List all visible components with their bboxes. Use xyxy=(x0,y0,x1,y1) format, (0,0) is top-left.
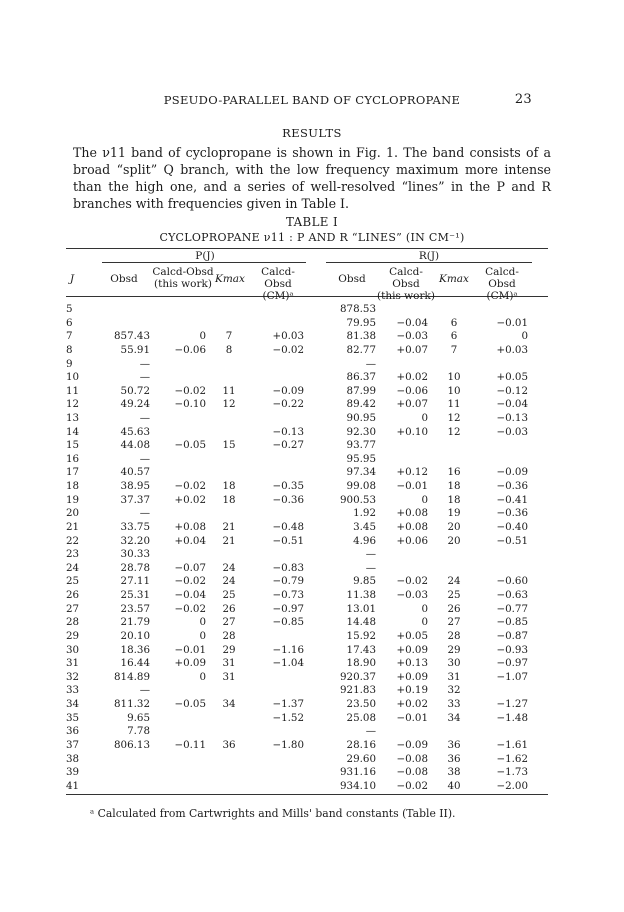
cell-r-calc: +0.09 xyxy=(396,670,428,683)
col-header-p-calc xyxy=(152,266,214,290)
cell-p-obsd: 7.78 xyxy=(127,725,150,738)
cell-r-obsd: 18.90 xyxy=(346,657,376,670)
cell-r-obsd: — xyxy=(365,548,376,561)
cell-p-calc: −0.05 xyxy=(174,698,206,710)
cell-r-calc: +0.13 xyxy=(396,657,428,670)
col-header-r-calc xyxy=(376,266,436,302)
cell-p-obsd: 55.91 xyxy=(120,343,150,356)
cell-p-calc: −0.02 xyxy=(174,480,206,493)
cell-p-obsd: 37.37 xyxy=(120,493,150,506)
cell-r-obsd: — xyxy=(365,357,376,370)
cell-r-obsd: — xyxy=(365,561,376,574)
cell-p-calc: −0.06 xyxy=(174,343,206,356)
cell-r-kmax: 29 xyxy=(447,643,461,656)
table-footnote: ᵃ Calculated from Cartwrights and Mills' band constants (Table II). xyxy=(90,807,456,820)
cell-j: 38 xyxy=(66,752,80,765)
cell-r-cm: −0.63 xyxy=(496,589,528,601)
table-caption: CYCLOPROPANE ν11 : P AND R “LINES” (IN CM⁻¹) xyxy=(159,231,465,244)
cell-p-kmax: 21 xyxy=(222,534,236,547)
cell-r-obsd: 9.85 xyxy=(353,575,376,588)
cell-j: 7 xyxy=(66,330,73,343)
cell-p-kmax: 26 xyxy=(222,602,236,615)
cell-j: 30 xyxy=(66,643,80,656)
cell-r-obsd: 4.96 xyxy=(353,534,376,547)
cell-p-cm: −0.13 xyxy=(272,425,304,438)
cell-p-obsd: — xyxy=(139,452,150,465)
cell-p-cm: −1.37 xyxy=(272,698,304,710)
cell-r-obsd: 79.95 xyxy=(346,316,376,329)
cell-p-obsd: 9.65 xyxy=(127,711,150,724)
cell-r-calc: +0.10 xyxy=(396,425,428,438)
cell-p-cm: −1.80 xyxy=(272,738,304,751)
cell-r-cm: −0.36 xyxy=(496,507,528,520)
cell-p-cm: −0.22 xyxy=(272,398,304,411)
cell-r-obsd: 878.53 xyxy=(339,303,376,315)
cell-r-kmax: 40 xyxy=(447,779,461,792)
col-header-p-cm-line2: (CM)ᵃ xyxy=(262,290,294,302)
cell-r-kmax: 6 xyxy=(450,316,458,329)
cell-j: 8 xyxy=(66,343,73,356)
cell-p-kmax: 31 xyxy=(222,670,236,683)
cell-r-kmax: 28 xyxy=(447,629,461,642)
cell-r-obsd: 14.48 xyxy=(346,616,376,629)
col-header-r-cm xyxy=(472,266,532,302)
cell-p-kmax: 21 xyxy=(222,520,236,533)
cell-r-calc: 0 xyxy=(421,616,428,629)
cell-r-obsd: 82.77 xyxy=(346,343,376,356)
cell-r-obsd: 99.08 xyxy=(346,480,376,493)
cell-r-cm: −0.09 xyxy=(496,466,528,479)
cell-j: 17 xyxy=(66,466,80,479)
cell-r-kmax: 11 xyxy=(447,398,461,411)
cell-p-obsd: — xyxy=(139,684,150,697)
table-bottom-rule xyxy=(66,794,548,795)
cell-p-obsd: 814.89 xyxy=(113,670,150,683)
col-header-r-cm-line2: (CM)ᵃ xyxy=(486,290,518,302)
cell-p-calc: −0.02 xyxy=(174,575,206,588)
cell-r-calc: −0.02 xyxy=(396,575,428,588)
section-heading: RESULTS xyxy=(282,126,342,140)
cell-r-kmax: 20 xyxy=(447,520,461,533)
col-header-r-cm-line1: Calcd-Obsd xyxy=(485,266,519,290)
cell-p-obsd: 27.11 xyxy=(120,575,150,588)
cell-p-cm: −0.36 xyxy=(272,493,304,506)
cell-p-calc: −0.05 xyxy=(174,439,206,452)
cell-j: 37 xyxy=(66,738,80,751)
cell-p-cm: −0.83 xyxy=(272,561,304,574)
cell-r-cm: −1.61 xyxy=(496,738,528,751)
cell-r-kmax: 10 xyxy=(447,371,461,384)
cell-r-obsd: 25.08 xyxy=(346,711,376,724)
cell-p-obsd: 33.75 xyxy=(120,520,150,533)
cell-p-calc: −0.01 xyxy=(174,643,206,656)
cell-p-kmax: 29 xyxy=(222,643,236,656)
cell-p-obsd: 806.13 xyxy=(113,738,150,751)
cell-p-calc: +0.02 xyxy=(174,493,206,506)
cell-r-cm: −0.40 xyxy=(496,520,528,533)
cell-j: 12 xyxy=(66,398,80,411)
cell-r-obsd: 920.37 xyxy=(339,670,376,683)
cell-p-kmax: 27 xyxy=(222,616,236,629)
cell-p-kmax: 28 xyxy=(222,629,236,642)
cell-j: 36 xyxy=(66,725,80,738)
cell-j: 16 xyxy=(66,452,80,465)
cell-r-cm: −1.73 xyxy=(496,766,528,779)
cell-p-cm: −0.85 xyxy=(272,616,304,629)
cell-p-cm: −0.27 xyxy=(272,439,304,452)
cell-p-kmax: 24 xyxy=(222,561,236,574)
cell-r-obsd: 95.95 xyxy=(346,452,376,465)
col-header-p-calc-line1: Calcd-Obsd xyxy=(152,266,214,278)
cell-p-kmax: 25 xyxy=(222,589,236,601)
cell-p-calc: −0.02 xyxy=(174,384,206,397)
cell-p-cm: −1.16 xyxy=(272,643,304,656)
cell-j: 10 xyxy=(66,371,80,384)
cell-r-kmax: 12 xyxy=(447,425,461,438)
cell-p-calc: +0.04 xyxy=(174,534,206,547)
cell-j: 27 xyxy=(66,602,80,615)
cell-r-obsd: 90.95 xyxy=(346,412,376,424)
cell-r-cm: −0.03 xyxy=(496,425,528,438)
cell-p-cm: −0.35 xyxy=(272,480,304,493)
cell-r-obsd: 29.60 xyxy=(346,752,376,765)
cell-p-kmax: 31 xyxy=(222,657,236,670)
cell-j: 21 xyxy=(66,520,80,533)
cell-r-calc: +0.19 xyxy=(396,684,428,697)
cell-p-kmax: 18 xyxy=(222,480,236,493)
intro-paragraph: The ν11 band of cyclopropane is shown in Fig. 1. The band consists of a broad “split” Q branch, with the low frequency maximum more intense than the high one, and a series of well-resolved “lines” in the P and R branches with frequencies given in Table I. xyxy=(73,145,551,211)
cell-r-cm: +0.05 xyxy=(496,371,528,384)
cell-r-cm: −1.48 xyxy=(496,711,528,724)
cell-r-obsd: 23.50 xyxy=(346,698,376,710)
cell-j: 29 xyxy=(66,629,80,642)
cell-r-obsd: 28.16 xyxy=(346,738,376,751)
cell-j: 19 xyxy=(66,493,80,506)
r-group-header: R(J) xyxy=(418,250,440,262)
cell-p-kmax: 18 xyxy=(222,493,236,506)
cell-r-calc: −0.08 xyxy=(396,752,428,765)
cell-r-kmax: 26 xyxy=(447,602,461,615)
cell-r-calc: −0.09 xyxy=(396,738,428,751)
cell-j: 20 xyxy=(66,507,80,520)
cell-r-calc: −0.01 xyxy=(396,480,428,493)
col-header-j: J xyxy=(69,273,75,285)
cell-r-kmax: 7 xyxy=(450,343,458,356)
col-header-r-kmax: Kmax xyxy=(439,273,469,285)
cell-j: 23 xyxy=(66,548,80,561)
cell-j: 13 xyxy=(66,412,80,424)
cell-p-calc: −0.07 xyxy=(174,561,206,574)
cell-p-obsd: 857.43 xyxy=(113,330,150,343)
cell-p-obsd: 32.20 xyxy=(120,534,150,547)
cell-r-kmax: 36 xyxy=(447,738,461,751)
cell-p-kmax: 12 xyxy=(222,398,236,411)
cell-j: 22 xyxy=(66,534,80,547)
cell-p-obsd: 16.44 xyxy=(120,657,150,670)
cell-p-calc: −0.02 xyxy=(174,602,206,615)
cell-j: 25 xyxy=(66,575,80,588)
cell-j: 35 xyxy=(66,711,80,724)
cell-p-obsd: 20.10 xyxy=(120,629,150,642)
table-top-rule xyxy=(66,248,548,249)
col-header-p-cm-line1: Calcd-Obsd xyxy=(261,266,295,290)
cell-p-cm: −0.73 xyxy=(272,589,304,601)
cell-p-cm: −0.51 xyxy=(272,534,304,547)
cell-j: 5 xyxy=(66,303,73,315)
cell-r-calc: −0.06 xyxy=(396,384,428,397)
cell-p-cm: −0.79 xyxy=(272,575,304,588)
cell-r-kmax: 32 xyxy=(447,684,461,697)
cell-r-kmax: 31 xyxy=(447,670,461,683)
cell-p-obsd: 30.33 xyxy=(120,548,150,561)
cell-r-calc: +0.09 xyxy=(396,643,428,656)
cell-r-kmax: 27 xyxy=(447,616,461,629)
col-header-r-calc-line2: (this work) xyxy=(377,290,435,302)
cell-r-obsd: 87.99 xyxy=(346,384,376,397)
cell-p-cm: −1.04 xyxy=(272,657,304,670)
cell-p-kmax: 11 xyxy=(222,384,236,397)
col-header-p-calc-line2: (this work) xyxy=(154,278,212,290)
cell-r-kmax: 6 xyxy=(450,330,458,343)
cell-p-calc: −0.04 xyxy=(174,589,206,601)
cell-r-cm: −0.13 xyxy=(496,412,528,424)
cell-r-cm: +0.03 xyxy=(496,343,528,356)
cell-j: 41 xyxy=(66,779,80,792)
cell-j: 31 xyxy=(66,657,80,670)
cell-r-obsd: 1.92 xyxy=(353,507,376,520)
cell-r-obsd: — xyxy=(365,725,376,738)
cell-r-cm: −0.12 xyxy=(496,384,528,397)
cell-p-cm: +0.03 xyxy=(272,330,304,343)
cell-r-calc: −0.04 xyxy=(396,316,428,329)
cell-r-kmax: 16 xyxy=(447,466,461,479)
cell-r-calc: −0.01 xyxy=(396,711,428,724)
cell-j: 39 xyxy=(66,766,80,779)
cell-j: 11 xyxy=(66,384,80,397)
cell-r-cm: −0.01 xyxy=(496,316,528,329)
cell-r-calc: +0.12 xyxy=(396,466,428,479)
cell-r-obsd: 81.38 xyxy=(346,330,376,343)
cell-j: 9 xyxy=(66,357,73,370)
cell-p-calc: 0 xyxy=(199,629,206,642)
cell-r-cm: −0.41 xyxy=(496,493,528,506)
cell-p-obsd: 45.63 xyxy=(120,425,150,438)
cell-r-cm: −0.77 xyxy=(496,602,528,615)
cell-j: 34 xyxy=(66,698,80,710)
col-header-r-calc-line1: Calcd-Obsd xyxy=(389,266,423,290)
cell-p-obsd: — xyxy=(139,412,150,424)
cell-p-calc: +0.08 xyxy=(174,520,206,533)
cell-r-obsd: 921.83 xyxy=(339,684,376,697)
p-group-rule xyxy=(102,262,306,263)
cell-p-obsd: 40.57 xyxy=(120,466,150,479)
cell-r-cm: 0 xyxy=(521,330,528,343)
cell-j: 15 xyxy=(66,439,80,452)
cell-r-calc: −0.03 xyxy=(396,589,428,601)
cell-r-obsd: 13.01 xyxy=(346,602,376,615)
cell-r-kmax: 20 xyxy=(447,534,461,547)
cell-r-kmax: 30 xyxy=(447,657,461,670)
cell-r-cm: −0.36 xyxy=(496,480,528,493)
table-title: TABLE I xyxy=(285,215,339,229)
cell-p-obsd: 21.79 xyxy=(120,616,150,629)
cell-p-calc: 0 xyxy=(199,330,206,343)
cell-r-calc: 0 xyxy=(421,493,428,506)
cell-p-obsd: 23.57 xyxy=(120,602,150,615)
cell-r-calc: +0.02 xyxy=(396,698,428,710)
cell-p-calc: −0.10 xyxy=(174,398,206,411)
cell-p-calc: 0 xyxy=(199,670,206,683)
cell-p-obsd: 50.72 xyxy=(120,384,150,397)
cell-r-calc: +0.07 xyxy=(396,343,428,356)
cell-p-obsd: — xyxy=(139,357,150,370)
cell-r-obsd: 3.45 xyxy=(353,520,376,533)
cell-r-obsd: 15.92 xyxy=(346,629,376,642)
cell-r-obsd: 934.10 xyxy=(339,779,376,792)
cell-p-obsd: 811.32 xyxy=(113,698,150,710)
cell-r-obsd: 97.34 xyxy=(346,466,376,479)
cell-j: 33 xyxy=(66,684,80,697)
cell-r-obsd: 11.38 xyxy=(346,589,376,601)
cell-r-cm: −1.07 xyxy=(496,670,528,683)
cell-p-calc: +0.09 xyxy=(174,657,206,670)
cell-r-calc: +0.08 xyxy=(396,520,428,533)
cell-p-kmax: 24 xyxy=(222,575,236,588)
cell-r-cm: −0.85 xyxy=(496,616,528,629)
cell-p-kmax: 34 xyxy=(222,698,236,710)
cell-r-cm: −1.62 xyxy=(496,752,528,765)
cell-p-obsd: 25.31 xyxy=(120,589,150,601)
cell-r-cm: −0.51 xyxy=(496,534,528,547)
cell-j: 14 xyxy=(66,425,80,438)
cell-j: 24 xyxy=(66,561,80,574)
cell-p-cm: −0.09 xyxy=(272,384,304,397)
cell-r-obsd: 931.16 xyxy=(339,766,376,779)
cell-r-cm: −0.87 xyxy=(496,629,528,642)
cell-p-kmax: 8 xyxy=(225,343,233,356)
cell-p-obsd: 28.78 xyxy=(120,561,150,574)
cell-p-kmax: 15 xyxy=(222,439,236,452)
col-header-p-obsd: Obsd xyxy=(110,273,138,285)
cell-r-kmax: 24 xyxy=(447,575,461,588)
cell-r-kmax: 38 xyxy=(447,766,461,779)
cell-r-calc: +0.02 xyxy=(396,371,428,384)
cell-r-cm: −2.00 xyxy=(496,779,528,792)
cell-r-kmax: 34 xyxy=(447,711,461,724)
cell-r-cm: −1.27 xyxy=(496,698,528,710)
cell-p-cm: −0.02 xyxy=(272,343,304,356)
cell-p-obsd: — xyxy=(139,371,150,384)
cell-r-cm: −0.93 xyxy=(496,643,528,656)
cell-r-obsd: 89.42 xyxy=(346,398,376,411)
cell-r-kmax: 18 xyxy=(447,480,461,493)
cell-r-cm: −0.60 xyxy=(496,575,528,588)
cell-r-kmax: 19 xyxy=(447,507,461,520)
cell-p-obsd: 49.24 xyxy=(120,398,150,411)
cell-r-cm: −0.04 xyxy=(496,398,528,411)
cell-r-cm: −0.97 xyxy=(496,657,528,670)
cell-p-cm: −0.97 xyxy=(272,602,304,615)
cell-r-calc: +0.06 xyxy=(396,534,428,547)
cell-p-obsd: 38.95 xyxy=(120,480,150,493)
cell-r-obsd: 17.43 xyxy=(346,643,376,656)
cell-r-obsd: 86.37 xyxy=(346,371,376,384)
col-header-p-cm xyxy=(248,266,308,302)
cell-j: 18 xyxy=(66,480,80,493)
cell-j: 26 xyxy=(66,589,80,601)
cell-r-kmax: 25 xyxy=(447,589,461,601)
r-group-rule xyxy=(326,262,532,263)
cell-r-kmax: 10 xyxy=(447,384,461,397)
cell-j: 28 xyxy=(66,616,80,629)
cell-r-calc: −0.02 xyxy=(396,779,428,792)
cell-r-kmax: 33 xyxy=(447,698,461,710)
running-title: PSEUDO-PARALLEL BAND OF CYCLOPROPANE xyxy=(163,93,461,107)
cell-r-obsd: 92.30 xyxy=(346,425,376,438)
cell-p-obsd: 44.08 xyxy=(120,439,150,452)
cell-p-obsd: 18.36 xyxy=(120,643,150,656)
p-group-header: P(J) xyxy=(195,250,215,262)
cell-p-cm: −0.48 xyxy=(272,520,304,533)
cell-r-calc: +0.07 xyxy=(396,398,428,411)
cell-p-calc: 0 xyxy=(199,616,206,629)
cell-r-calc: −0.03 xyxy=(396,330,428,343)
col-header-p-kmax: Kmax xyxy=(215,273,245,285)
cell-r-kmax: 18 xyxy=(447,493,461,506)
cell-p-calc: −0.11 xyxy=(174,738,206,751)
cell-p-kmax: 36 xyxy=(222,738,236,751)
cell-r-calc: 0 xyxy=(421,412,428,424)
cell-r-kmax: 36 xyxy=(447,752,461,765)
col-header-r-obsd: Obsd xyxy=(338,273,366,285)
cell-r-obsd: 93.77 xyxy=(346,439,376,452)
page-number: 23 xyxy=(514,92,532,107)
cell-p-cm: −1.52 xyxy=(272,711,304,724)
cell-p-obsd: — xyxy=(139,507,150,520)
cell-r-kmax: 12 xyxy=(447,412,461,424)
cell-r-calc: 0 xyxy=(421,602,428,615)
cell-j: 6 xyxy=(66,316,73,329)
cell-r-calc: −0.08 xyxy=(396,766,428,779)
cell-p-kmax: 7 xyxy=(225,330,233,343)
cell-r-calc: +0.05 xyxy=(396,629,428,642)
cell-r-obsd: 900.53 xyxy=(339,493,376,506)
cell-j: 32 xyxy=(66,670,80,683)
cell-r-calc: +0.08 xyxy=(396,507,428,520)
